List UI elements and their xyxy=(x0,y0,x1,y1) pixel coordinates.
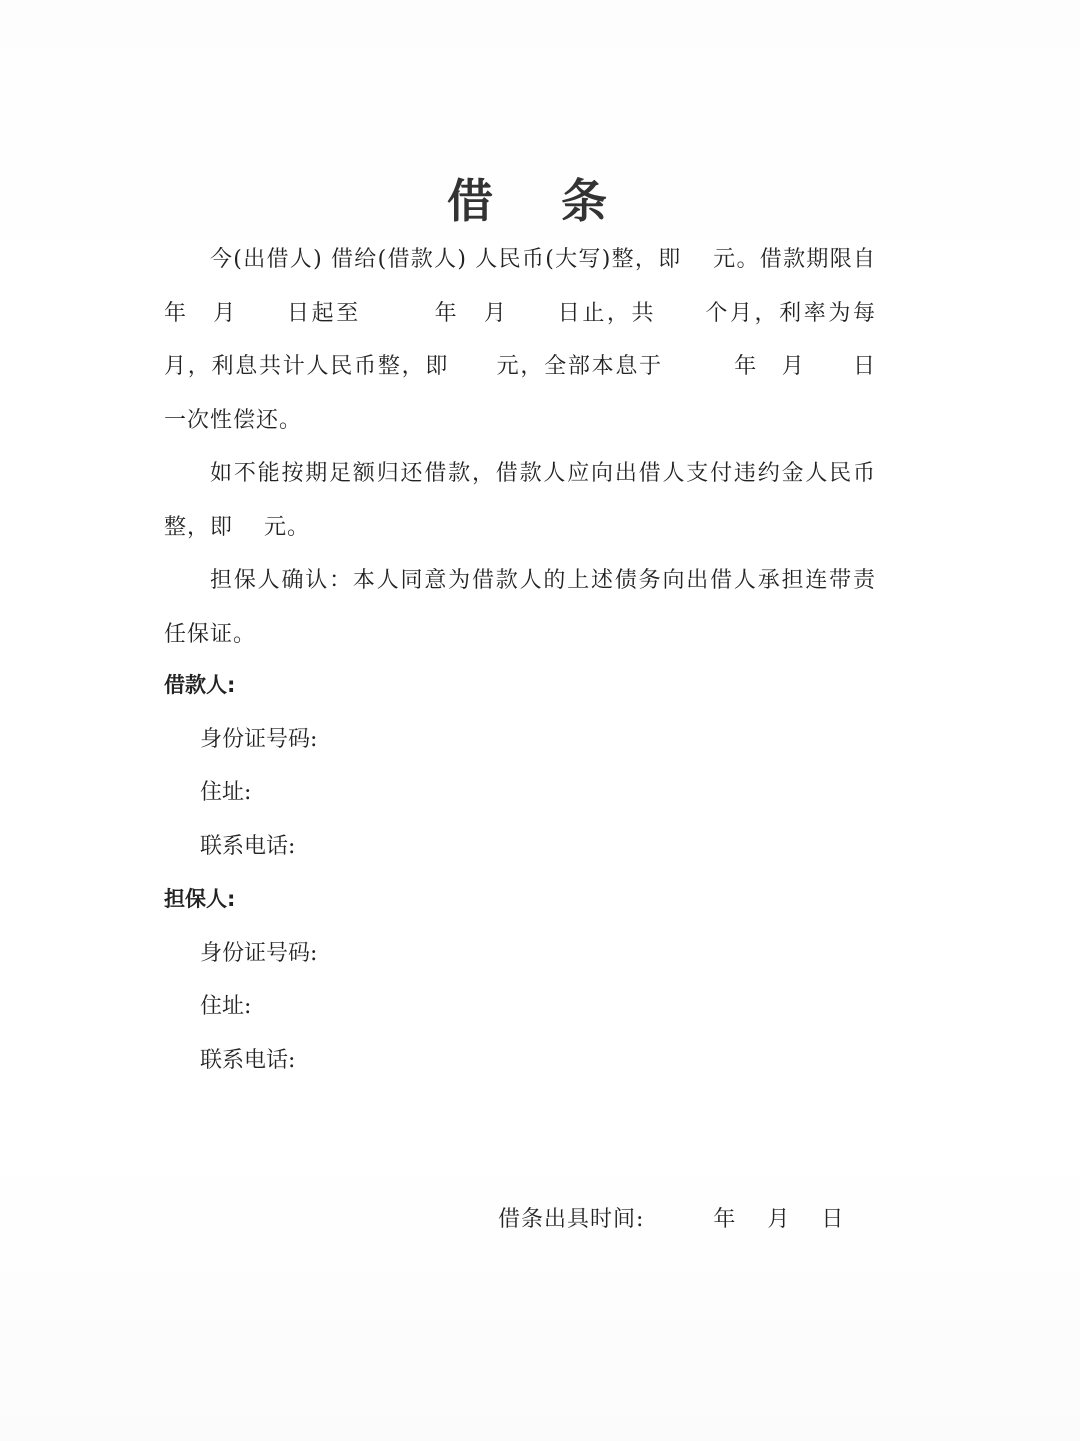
borrower-address-label: 住址: xyxy=(200,780,252,805)
document-body xyxy=(164,233,946,661)
guarantor-address-label: 住址: xyxy=(200,994,252,1019)
document-title: 借 条 xyxy=(446,174,633,228)
borrower-phone-label: 联系电话: xyxy=(200,833,296,859)
borrower-id-label: 身份证号码: xyxy=(200,726,318,752)
borrower-heading: 借款人: xyxy=(164,673,236,697)
loan-terms-paragraph: 今(出借人) 借给(借款人) 人民币(大写)整，即 元。借款期限自 年 月 日起至 年 月 日止，共 个月，利率为每月，利息共计人民币整，即 元，全部本息于 年 月 日一次性偿还。 xyxy=(164,247,946,433)
guarantor-id-label: 身份证号码: xyxy=(200,940,318,966)
guarantee-paragraph: 担保人确认：本人同意为借款人的上述债务向出借人承担连带责任保证。 xyxy=(164,568,876,647)
penalty-paragraph: 如不能按期足额归还借款，借款人应向出借人支付违约金人民币 整，即 元。 xyxy=(164,461,876,540)
borrower-section xyxy=(164,659,317,873)
issue-date-line: 借条出具时间: 年 月 日 xyxy=(498,1207,845,1232)
guarantor-section xyxy=(164,873,317,1087)
guarantor-phone-label: 联系电话: xyxy=(200,1047,296,1073)
guarantor-heading: 担保人: xyxy=(164,887,236,911)
